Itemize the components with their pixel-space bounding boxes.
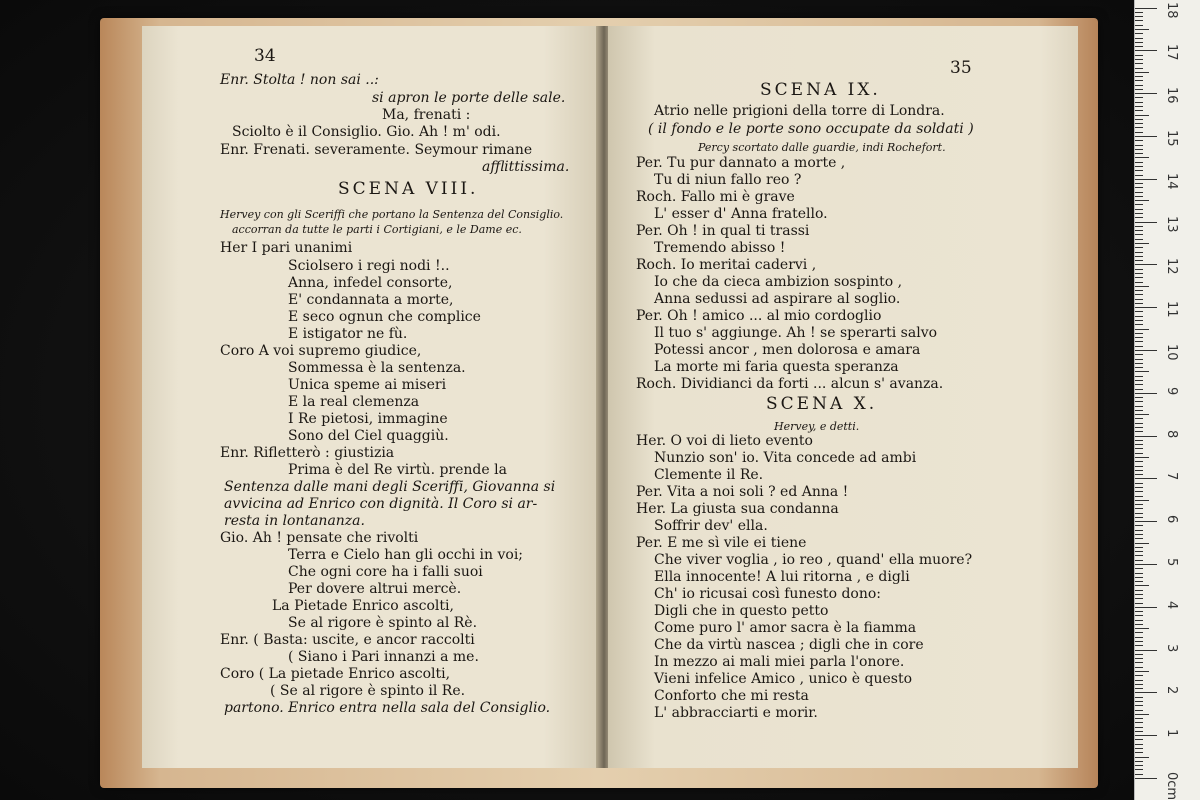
text-line: SCENA VIII. bbox=[338, 179, 479, 199]
ruler-mm-tick bbox=[1135, 470, 1143, 471]
text-line: Sciolto è il Consiglio. Gio. Ah ! m' odi. bbox=[232, 124, 501, 140]
ruler-label: 2 bbox=[1164, 686, 1179, 695]
ruler-mm-tick bbox=[1135, 320, 1143, 321]
ruler-mm-tick bbox=[1135, 765, 1143, 766]
ruler-mm-tick bbox=[1135, 487, 1143, 488]
ruler-mm-tick bbox=[1135, 85, 1143, 86]
ruler-mm-tick bbox=[1135, 427, 1143, 428]
text-line: Il tuo s' aggiunge. Ah ! se sperarti salvo bbox=[654, 325, 938, 341]
ruler-mm-tick bbox=[1135, 739, 1143, 740]
ruler-mm-tick bbox=[1135, 466, 1143, 467]
ruler-half-tick bbox=[1135, 585, 1149, 586]
ruler-mm-tick bbox=[1135, 273, 1143, 274]
ruler-tick bbox=[1135, 222, 1157, 223]
text-line: Per. Vita a noi soli ? ed Anna ! bbox=[636, 484, 849, 500]
ruler-mm-tick bbox=[1135, 615, 1143, 616]
ruler-mm-tick bbox=[1135, 538, 1143, 539]
ruler-mm-tick bbox=[1135, 504, 1143, 505]
ruler-label: 16 bbox=[1164, 87, 1179, 104]
ruler-mm-tick bbox=[1135, 376, 1143, 377]
ruler-mm-tick bbox=[1135, 667, 1143, 668]
ruler-mm-tick bbox=[1135, 187, 1143, 188]
ruler-half-tick bbox=[1135, 371, 1149, 372]
measurement-ruler bbox=[1134, 0, 1200, 800]
text-line: Coro ( La pietade Enrico ascolti, bbox=[220, 666, 451, 682]
ruler-mm-tick bbox=[1135, 247, 1143, 248]
ruler-mm-tick bbox=[1135, 239, 1143, 240]
ruler-mm-tick bbox=[1135, 346, 1143, 347]
text-line: Anna sedussi ad aspirare al soglio. bbox=[654, 291, 901, 307]
ruler-mm-tick bbox=[1135, 483, 1143, 484]
ruler-mm-tick bbox=[1135, 59, 1143, 60]
ruler-mm-tick bbox=[1135, 517, 1143, 518]
ruler-mm-tick bbox=[1135, 153, 1143, 154]
ruler-tick bbox=[1135, 478, 1157, 479]
text-line: Soffrir dev' ella. bbox=[654, 518, 768, 534]
text-line: Ma, frenati : bbox=[382, 107, 471, 123]
ruler-mm-tick bbox=[1135, 38, 1143, 39]
text-line: Unica speme ai miseri bbox=[288, 377, 447, 393]
ruler-mm-tick bbox=[1135, 701, 1143, 702]
text-line: Ella innocente! A lui ritorna , e digli bbox=[654, 569, 910, 585]
ruler-mm-tick bbox=[1135, 63, 1143, 64]
text-line: Se al rigore è spinto al Rè. bbox=[288, 615, 478, 631]
text-line: Sentenza dalle mani degli Sceriffi, Giovanna si bbox=[224, 479, 556, 495]
ruler-mm-tick bbox=[1135, 547, 1143, 548]
ruler-mm-tick bbox=[1135, 662, 1143, 663]
ruler-mm-tick bbox=[1135, 145, 1143, 146]
ruler-mm-tick bbox=[1135, 748, 1143, 749]
ruler-mm-tick bbox=[1135, 761, 1143, 762]
ruler-mm-tick bbox=[1135, 453, 1143, 454]
ruler-label: 15 bbox=[1164, 130, 1179, 147]
ruler-tick bbox=[1135, 692, 1157, 693]
ruler-mm-tick bbox=[1135, 534, 1143, 535]
ruler-tick bbox=[1135, 735, 1157, 736]
ruler-half-tick bbox=[1135, 671, 1149, 672]
text-line: Che da virtù nascea ; digli che in core bbox=[654, 637, 924, 653]
text-line: Roch. Dividianci da forti ... alcun s' avanza. bbox=[636, 376, 944, 392]
ruler-label: 6 bbox=[1164, 515, 1179, 524]
ruler-mm-tick bbox=[1135, 217, 1143, 218]
ruler-label: 10 bbox=[1164, 344, 1179, 361]
text-line: L' esser d' Anna fratello. bbox=[654, 206, 828, 222]
text-line: Her I pari unanimi bbox=[220, 240, 353, 256]
ruler-tick bbox=[1135, 8, 1157, 9]
text-line: I Re pietosi, immagine bbox=[288, 411, 448, 427]
ruler-label: 17 bbox=[1164, 44, 1179, 61]
ruler-label: 0cm bbox=[1164, 772, 1179, 800]
ruler-label: 13 bbox=[1164, 215, 1179, 233]
ruler-tick bbox=[1135, 136, 1157, 137]
text-line: Per. Oh ! in qual ti trassi bbox=[636, 223, 810, 239]
ruler-label: 9 bbox=[1164, 386, 1179, 396]
ruler-mm-tick bbox=[1135, 213, 1143, 214]
ruler-tick bbox=[1135, 564, 1157, 565]
ruler-half-tick bbox=[1135, 157, 1149, 158]
ruler-mm-tick bbox=[1135, 684, 1143, 685]
ruler-mm-tick bbox=[1135, 620, 1143, 621]
ruler-mm-tick bbox=[1135, 42, 1143, 43]
ruler-mm-tick bbox=[1135, 641, 1143, 642]
ruler-half-tick bbox=[1135, 457, 1149, 458]
ruler-label: 3 bbox=[1164, 643, 1179, 652]
ruler-mm-tick bbox=[1135, 551, 1143, 552]
ruler-mm-tick bbox=[1135, 226, 1143, 227]
ruler-mm-tick bbox=[1135, 680, 1143, 681]
ruler-mm-tick bbox=[1135, 461, 1143, 462]
ruler-mm-tick bbox=[1135, 560, 1143, 561]
ruler-mm-tick bbox=[1135, 175, 1143, 176]
text-line: afflittissima. bbox=[482, 159, 570, 175]
ruler-mm-tick bbox=[1135, 727, 1143, 728]
ruler-mm-tick bbox=[1135, 269, 1143, 270]
ruler-tick bbox=[1135, 436, 1157, 437]
ruler-mm-tick bbox=[1135, 573, 1143, 574]
ruler-mm-tick bbox=[1135, 277, 1143, 278]
ruler-mm-tick bbox=[1135, 132, 1143, 133]
text-line: Roch. Io meritai cadervi , bbox=[636, 257, 817, 273]
ruler-mm-tick bbox=[1135, 290, 1143, 291]
ruler-tick bbox=[1135, 350, 1157, 351]
text-line: Coro A voi supremo giudice, bbox=[220, 343, 422, 359]
ruler-mm-tick bbox=[1135, 359, 1143, 360]
text-line: Hervey con gli Sceriffi che portano la Sentenza del Consiglio. bbox=[220, 208, 564, 221]
ruler-mm-tick bbox=[1135, 46, 1143, 47]
ruler-tick bbox=[1135, 393, 1157, 394]
ruler-mm-tick bbox=[1135, 752, 1143, 753]
ruler-mm-tick bbox=[1135, 496, 1143, 497]
ruler-mm-tick bbox=[1135, 106, 1143, 107]
text-line: ( Se al rigore è spinto il Re. bbox=[270, 683, 466, 699]
ruler-mm-tick bbox=[1135, 234, 1143, 235]
ruler-mm-tick bbox=[1135, 149, 1143, 150]
ruler-mm-tick bbox=[1135, 333, 1143, 334]
text-line: ( Siano i Pari innanzi a me. bbox=[288, 649, 479, 665]
ruler-mm-tick bbox=[1135, 363, 1143, 364]
ruler-mm-tick bbox=[1135, 611, 1143, 612]
ruler-mm-tick bbox=[1135, 80, 1143, 81]
left-page bbox=[142, 26, 598, 768]
ruler-mm-tick bbox=[1135, 401, 1143, 402]
ruler-mm-tick bbox=[1135, 299, 1143, 300]
text-line: In mezzo ai mali miei parla l'onore. bbox=[654, 654, 905, 670]
ruler-mm-tick bbox=[1135, 406, 1143, 407]
ruler-mm-tick bbox=[1135, 282, 1143, 283]
text-line: Digli che in questo petto bbox=[654, 603, 829, 619]
text-line: Her. La giusta sua condanna bbox=[636, 501, 839, 517]
ruler-half-tick bbox=[1135, 29, 1149, 30]
ruler-half-tick bbox=[1135, 72, 1149, 73]
ruler-mm-tick bbox=[1135, 624, 1143, 625]
text-line: ( il fondo e le porte sono occupate da soldati ) bbox=[648, 121, 974, 137]
ruler-mm-tick bbox=[1135, 68, 1143, 69]
ruler-mm-tick bbox=[1135, 581, 1143, 582]
text-line: E seco ognun che complice bbox=[288, 309, 481, 325]
ruler-half-tick bbox=[1135, 714, 1149, 715]
ruler-mm-tick bbox=[1135, 294, 1143, 295]
text-line: Per. Oh ! amico ... al mio cordoglio bbox=[636, 308, 882, 324]
ruler-mm-tick bbox=[1135, 474, 1143, 475]
ruler-tick bbox=[1135, 307, 1157, 308]
ruler-mm-tick bbox=[1135, 710, 1143, 711]
text-line: Conforto che mi resta bbox=[654, 688, 809, 704]
ruler-mm-tick bbox=[1135, 423, 1143, 424]
ruler-label: 7 bbox=[1164, 472, 1179, 481]
ruler-mm-tick bbox=[1135, 76, 1143, 77]
text-line: E istigator ne fù. bbox=[288, 326, 408, 342]
ruler-tick bbox=[1135, 607, 1157, 608]
text-line: E' condannata a morte, bbox=[288, 292, 454, 308]
ruler-mm-tick bbox=[1135, 311, 1143, 312]
ruler-label: 11 bbox=[1164, 301, 1179, 318]
text-line: L' abbracciarti e morir. bbox=[654, 705, 818, 721]
ruler-half-tick bbox=[1135, 500, 1149, 501]
ruler-mm-tick bbox=[1135, 55, 1143, 56]
text-line: Gio. Ah ! pensate che rivolti bbox=[220, 530, 419, 546]
ruler-mm-tick bbox=[1135, 324, 1143, 325]
ruler-mm-tick bbox=[1135, 303, 1143, 304]
ruler-mm-tick bbox=[1135, 110, 1143, 111]
text-line: Nunzio son' io. Vita concede ad ambi bbox=[654, 450, 917, 466]
ruler-label: 4 bbox=[1164, 600, 1179, 610]
text-line: Sono del Ciel quaggiù. bbox=[288, 428, 449, 444]
ruler-mm-tick bbox=[1135, 577, 1143, 578]
ruler-mm-tick bbox=[1135, 525, 1143, 526]
text-line: Per dovere altrui mercè. bbox=[288, 581, 462, 597]
ruler-mm-tick bbox=[1135, 384, 1143, 385]
ruler-label: 8 bbox=[1164, 429, 1179, 438]
text-line: Clemente il Re. bbox=[654, 467, 764, 483]
ruler-mm-tick bbox=[1135, 196, 1143, 197]
ruler-mm-tick bbox=[1135, 491, 1143, 492]
text-line: Che viver voglia , io reo , quand' ella muore? bbox=[654, 552, 973, 568]
ruler-tick bbox=[1135, 521, 1157, 522]
page-number: 35 bbox=[950, 58, 972, 78]
ruler-mm-tick bbox=[1135, 127, 1143, 128]
text-line: avvicina ad Enrico con dignità. Il Coro si ar- bbox=[224, 496, 538, 512]
ruler-mm-tick bbox=[1135, 555, 1143, 556]
text-line: Tremendo abisso ! bbox=[654, 240, 786, 256]
text-line: Tu di niun fallo reo ? bbox=[654, 172, 802, 188]
text-line: Sommessa è la sentenza. bbox=[288, 360, 466, 376]
ruler-mm-tick bbox=[1135, 508, 1143, 509]
ruler-tick bbox=[1135, 778, 1157, 779]
ruler-mm-tick bbox=[1135, 590, 1143, 591]
ruler-half-tick bbox=[1135, 757, 1149, 758]
ruler-mm-tick bbox=[1135, 166, 1143, 167]
right-page bbox=[608, 26, 1078, 768]
ruler-half-tick bbox=[1135, 243, 1149, 244]
ruler-mm-tick bbox=[1135, 397, 1143, 398]
ruler-mm-tick bbox=[1135, 774, 1143, 775]
text-line: Che ogni core ha i falli suoi bbox=[288, 564, 483, 580]
ruler-mm-tick bbox=[1135, 89, 1143, 90]
text-line: Vieni infelice Amico , unico è questo bbox=[654, 671, 913, 687]
ruler-mm-tick bbox=[1135, 769, 1143, 770]
ruler-half-tick bbox=[1135, 286, 1149, 287]
ruler-label: 18 bbox=[1164, 1, 1179, 19]
text-line: SCENA IX. bbox=[760, 80, 881, 100]
text-line: Potessi ancor , men dolorosa e amara bbox=[654, 342, 921, 358]
ruler-mm-tick bbox=[1135, 316, 1143, 317]
ruler-mm-tick bbox=[1135, 337, 1143, 338]
ruler-mm-tick bbox=[1135, 645, 1143, 646]
ruler-mm-tick bbox=[1135, 256, 1143, 257]
ruler-mm-tick bbox=[1135, 444, 1143, 445]
ruler-mm-tick bbox=[1135, 16, 1143, 17]
ruler-tick bbox=[1135, 50, 1157, 51]
ruler-half-tick bbox=[1135, 329, 1149, 330]
ruler-mm-tick bbox=[1135, 20, 1143, 21]
ruler-mm-tick bbox=[1135, 718, 1143, 719]
ruler-mm-tick bbox=[1135, 119, 1143, 120]
text-line: SCENA X. bbox=[766, 394, 878, 414]
text-line: Enr. Stolta ! non sai ..: bbox=[220, 72, 379, 88]
text-line: Prima è del Re virtù. prende la bbox=[288, 462, 507, 478]
text-line: Enr. Rifletterò : giustizia bbox=[220, 445, 395, 461]
ruler-tick bbox=[1135, 264, 1157, 265]
ruler-mm-tick bbox=[1135, 260, 1143, 261]
ruler-mm-tick bbox=[1135, 380, 1143, 381]
text-line: Terra e Cielo han gli occhi in voi; bbox=[288, 547, 524, 563]
text-line: Io che da cieca ambizion sospinto , bbox=[654, 274, 903, 290]
ruler-mm-tick bbox=[1135, 697, 1143, 698]
ruler-mm-tick bbox=[1135, 410, 1143, 411]
ruler-mm-tick bbox=[1135, 33, 1143, 34]
ruler-mm-tick bbox=[1135, 632, 1143, 633]
ruler-mm-tick bbox=[1135, 354, 1143, 355]
text-line: Sciolsero i regi nodi !.. bbox=[288, 258, 450, 274]
text-line: Enr. Frenati. severamente. Seymour rimane bbox=[220, 142, 533, 158]
ruler-mm-tick bbox=[1135, 183, 1143, 184]
ruler-mm-tick bbox=[1135, 448, 1143, 449]
ruler-half-tick bbox=[1135, 200, 1149, 201]
ruler-mm-tick bbox=[1135, 594, 1143, 595]
ruler-mm-tick bbox=[1135, 513, 1143, 514]
ruler-mm-tick bbox=[1135, 568, 1143, 569]
text-line: Roch. Fallo mi è grave bbox=[636, 189, 795, 205]
text-line: Ch' io ricusai così funesto dono: bbox=[654, 586, 881, 602]
text-line: partono. Enrico entra nella sala del Consiglio. bbox=[224, 700, 551, 716]
ruler-mm-tick bbox=[1135, 731, 1143, 732]
ruler-label: 1 bbox=[1164, 729, 1179, 738]
ruler-tick bbox=[1135, 650, 1157, 651]
ruler-mm-tick bbox=[1135, 341, 1143, 342]
text-line: Anna, infedel consorte, bbox=[288, 275, 453, 291]
text-line: accorran da tutte le parti i Cortigiani, e le Dame ec. bbox=[232, 223, 522, 236]
ruler-tick bbox=[1135, 179, 1157, 180]
ruler-mm-tick bbox=[1135, 658, 1143, 659]
ruler-mm-tick bbox=[1135, 440, 1143, 441]
ruler-mm-tick bbox=[1135, 705, 1143, 706]
ruler-mm-tick bbox=[1135, 675, 1143, 676]
text-line: Enr. ( Basta: uscite, e ancor raccolti bbox=[220, 632, 475, 648]
ruler-mm-tick bbox=[1135, 25, 1143, 26]
ruler-half-tick bbox=[1135, 115, 1149, 116]
page-number: 34 bbox=[254, 46, 276, 66]
ruler-mm-tick bbox=[1135, 97, 1143, 98]
ruler-mm-tick bbox=[1135, 431, 1143, 432]
ruler-mm-tick bbox=[1135, 252, 1143, 253]
ruler-label: 14 bbox=[1164, 172, 1179, 190]
ruler-half-tick bbox=[1135, 543, 1149, 544]
ruler-mm-tick bbox=[1135, 192, 1143, 193]
ruler-mm-tick bbox=[1135, 389, 1143, 390]
ruler-mm-tick bbox=[1135, 654, 1143, 655]
text-line: La morte mi faria questa speranza bbox=[654, 359, 899, 375]
ruler-half-tick bbox=[1135, 414, 1149, 415]
ruler-mm-tick bbox=[1135, 637, 1143, 638]
ruler-mm-tick bbox=[1135, 744, 1143, 745]
ruler-mm-tick bbox=[1135, 603, 1143, 604]
text-line: E la real clemenza bbox=[288, 394, 420, 410]
text-line: si apron le porte delle sale. bbox=[372, 90, 566, 106]
ruler-mm-tick bbox=[1135, 598, 1143, 599]
ruler-mm-tick bbox=[1135, 418, 1143, 419]
ruler-mm-tick bbox=[1135, 102, 1143, 103]
text-line: Come puro l' amor sacra è la fiamma bbox=[654, 620, 917, 636]
ruler-mm-tick bbox=[1135, 367, 1143, 368]
text-line: Her. O voi di lieto evento bbox=[636, 433, 813, 449]
text-line: Per. E me sì vile ei tiene bbox=[636, 535, 807, 551]
text-line: Percy scortato dalle guardie, indi Rochefort. bbox=[698, 141, 946, 154]
ruler-mm-tick bbox=[1135, 209, 1143, 210]
ruler-mm-tick bbox=[1135, 688, 1143, 689]
text-line: resta in lontananza. bbox=[224, 513, 365, 529]
text-line: La Pietade Enrico ascolti, bbox=[272, 598, 454, 614]
ruler-label: 12 bbox=[1164, 258, 1179, 275]
ruler-half-tick bbox=[1135, 628, 1149, 629]
ruler-mm-tick bbox=[1135, 162, 1143, 163]
ruler-mm-tick bbox=[1135, 530, 1143, 531]
ruler-mm-tick bbox=[1135, 230, 1143, 231]
ruler-mm-tick bbox=[1135, 140, 1143, 141]
ruler-mm-tick bbox=[1135, 170, 1143, 171]
text-line: Per. Tu pur dannato a morte , bbox=[636, 155, 846, 171]
ruler-tick bbox=[1135, 93, 1157, 94]
ruler-mm-tick bbox=[1135, 12, 1143, 13]
ruler-mm-tick bbox=[1135, 204, 1143, 205]
ruler-mm-tick bbox=[1135, 722, 1143, 723]
text-line: Atrio nelle prigioni della torre di Londra. bbox=[654, 103, 945, 119]
ruler-mm-tick bbox=[1135, 123, 1143, 124]
text-line: Hervey, e detti. bbox=[774, 420, 860, 433]
ruler-label: 5 bbox=[1164, 558, 1179, 567]
